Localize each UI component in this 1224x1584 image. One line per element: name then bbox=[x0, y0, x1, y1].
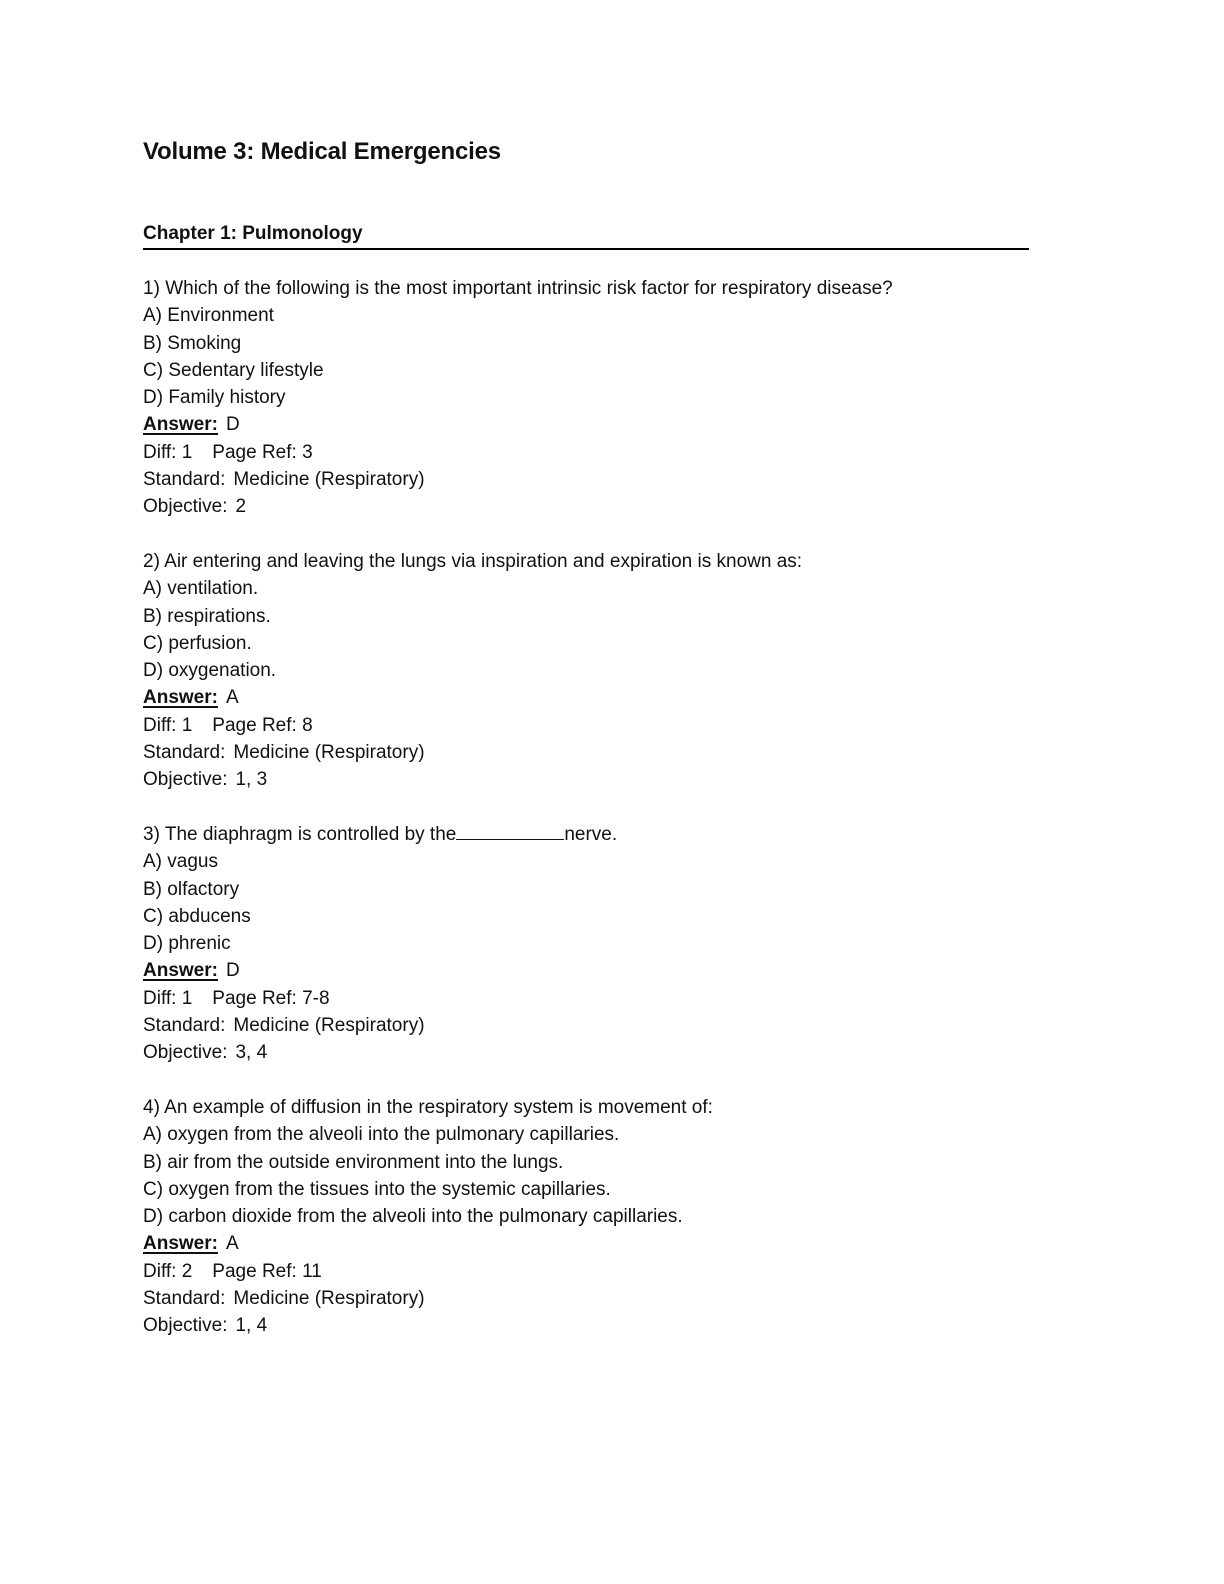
option-b: B) Smoking bbox=[143, 332, 242, 354]
page-ref-value: 11 bbox=[302, 1260, 322, 1282]
diff-line bbox=[143, 712, 1029, 739]
question-stem bbox=[143, 1094, 1029, 1121]
fill-in-blank bbox=[456, 822, 564, 840]
diff-line bbox=[143, 439, 1029, 466]
page-ref-label: Page Ref: bbox=[212, 441, 297, 463]
standard-label: Standard: bbox=[143, 1287, 226, 1309]
diff-line bbox=[143, 985, 1029, 1012]
page-ref-label: Page Ref: bbox=[212, 1260, 297, 1282]
option-c: C) Sedentary lifestyle bbox=[143, 359, 324, 381]
question-number: 3) bbox=[143, 823, 160, 845]
question-text-after: nerve. bbox=[564, 823, 618, 845]
objective-value: 1, 3 bbox=[235, 769, 268, 791]
option-a: A) ventilation. bbox=[143, 578, 259, 600]
volume-title: Volume 3: Medical Emergencies bbox=[143, 138, 501, 165]
standard-line bbox=[143, 1012, 1029, 1039]
answer-label: Answer: bbox=[143, 414, 218, 436]
standard-label: Standard: bbox=[143, 742, 226, 764]
question-text-before: The diaphragm is controlled by the bbox=[164, 823, 457, 845]
question-number: 2) bbox=[143, 550, 160, 572]
diff-label: Diff: bbox=[143, 1260, 177, 1282]
option-d: D) oxygenation. bbox=[143, 660, 277, 682]
answer-value: D bbox=[225, 960, 240, 982]
objective-label: Objective: bbox=[143, 1042, 228, 1064]
question-2 bbox=[143, 548, 1029, 794]
question-3 bbox=[143, 821, 1029, 1067]
objective-line bbox=[143, 766, 1029, 793]
option-b: B) respirations. bbox=[143, 605, 271, 627]
answer-line bbox=[143, 684, 1029, 711]
page-ref-value: 8 bbox=[302, 714, 313, 736]
answer-value: D bbox=[225, 414, 240, 436]
diff-value: 1 bbox=[181, 441, 193, 463]
standard-line bbox=[143, 466, 1029, 493]
option-d: D) Family history bbox=[143, 387, 286, 409]
objective-label: Objective: bbox=[143, 496, 228, 518]
standard-line bbox=[143, 739, 1029, 766]
standard-value: Medicine (Respiratory) bbox=[233, 469, 425, 491]
objective-label: Objective: bbox=[143, 769, 228, 791]
diff-value: 1 bbox=[181, 987, 193, 1009]
page-ref-label: Page Ref: bbox=[212, 987, 297, 1009]
diff-label: Diff: bbox=[143, 441, 177, 463]
answer-label: Answer: bbox=[143, 687, 218, 709]
option-c: C) oxygen from the tissues into the systemic capillaries. bbox=[143, 1178, 611, 1200]
standard-value: Medicine (Respiratory) bbox=[233, 1287, 425, 1309]
question-4 bbox=[143, 1094, 1029, 1340]
standard-line bbox=[143, 1285, 1029, 1312]
page-ref-value: 7-8 bbox=[302, 987, 330, 1009]
page-ref-value: 3 bbox=[302, 441, 313, 463]
option-a: A) oxygen from the alveoli into the pulmonary capillaries. bbox=[143, 1124, 620, 1146]
option-a: A) Environment bbox=[143, 305, 274, 327]
answer-value: A bbox=[225, 687, 239, 709]
question-text: An example of diffusion in the respiratory system is movement of: bbox=[164, 1096, 713, 1118]
question-stem bbox=[143, 548, 1029, 575]
diff-label: Diff: bbox=[143, 714, 177, 736]
standard-label: Standard: bbox=[143, 469, 226, 491]
standard-value: Medicine (Respiratory) bbox=[233, 1015, 425, 1037]
answer-line bbox=[143, 957, 1029, 984]
diff-label: Diff: bbox=[143, 987, 177, 1009]
chapter-title: Chapter 1: Pulmonology bbox=[143, 223, 363, 244]
page-ref-label: Page Ref: bbox=[212, 714, 297, 736]
option-b: B) air from the outside environment into the lungs. bbox=[143, 1151, 564, 1173]
option-b: B) olfactory bbox=[143, 878, 240, 900]
chapter-divider bbox=[143, 248, 1029, 250]
option-c: C) perfusion. bbox=[143, 632, 252, 654]
answer-value: A bbox=[225, 1233, 239, 1255]
answer-line bbox=[143, 411, 1029, 438]
objective-line bbox=[143, 1312, 1029, 1339]
question-1 bbox=[143, 275, 1029, 521]
option-d: D) phrenic bbox=[143, 933, 231, 955]
question-text: Which of the following is the most important intrinsic risk factor for respiratory disease? bbox=[165, 278, 893, 299]
diff-value: 1 bbox=[181, 714, 193, 736]
question-text: Air entering and leaving the lungs via inspiration and expiration is known as: bbox=[164, 550, 803, 572]
option-a: A) vagus bbox=[143, 851, 218, 873]
option-d: D) carbon dioxide from the alveoli into the pulmonary capillaries. bbox=[143, 1206, 683, 1228]
question-stem bbox=[143, 275, 1029, 302]
diff-line bbox=[143, 1258, 1029, 1285]
objective-line bbox=[143, 493, 1029, 520]
diff-value: 2 bbox=[181, 1260, 193, 1282]
standard-value: Medicine (Respiratory) bbox=[233, 742, 425, 764]
question-list bbox=[143, 275, 1029, 1367]
objective-label: Objective: bbox=[143, 1315, 228, 1337]
question-number: 1) bbox=[143, 278, 160, 299]
question-number: 4) bbox=[143, 1096, 160, 1118]
answer-label: Answer: bbox=[143, 1233, 218, 1255]
standard-label: Standard: bbox=[143, 1015, 226, 1037]
objective-line bbox=[143, 1039, 1029, 1066]
objective-value: 2 bbox=[235, 496, 247, 518]
objective-value: 1, 4 bbox=[235, 1315, 268, 1337]
answer-label: Answer: bbox=[143, 960, 218, 982]
option-c: C) abducens bbox=[143, 905, 251, 927]
answer-line bbox=[143, 1230, 1029, 1257]
question-stem bbox=[143, 821, 1029, 848]
objective-value: 3, 4 bbox=[235, 1042, 268, 1064]
